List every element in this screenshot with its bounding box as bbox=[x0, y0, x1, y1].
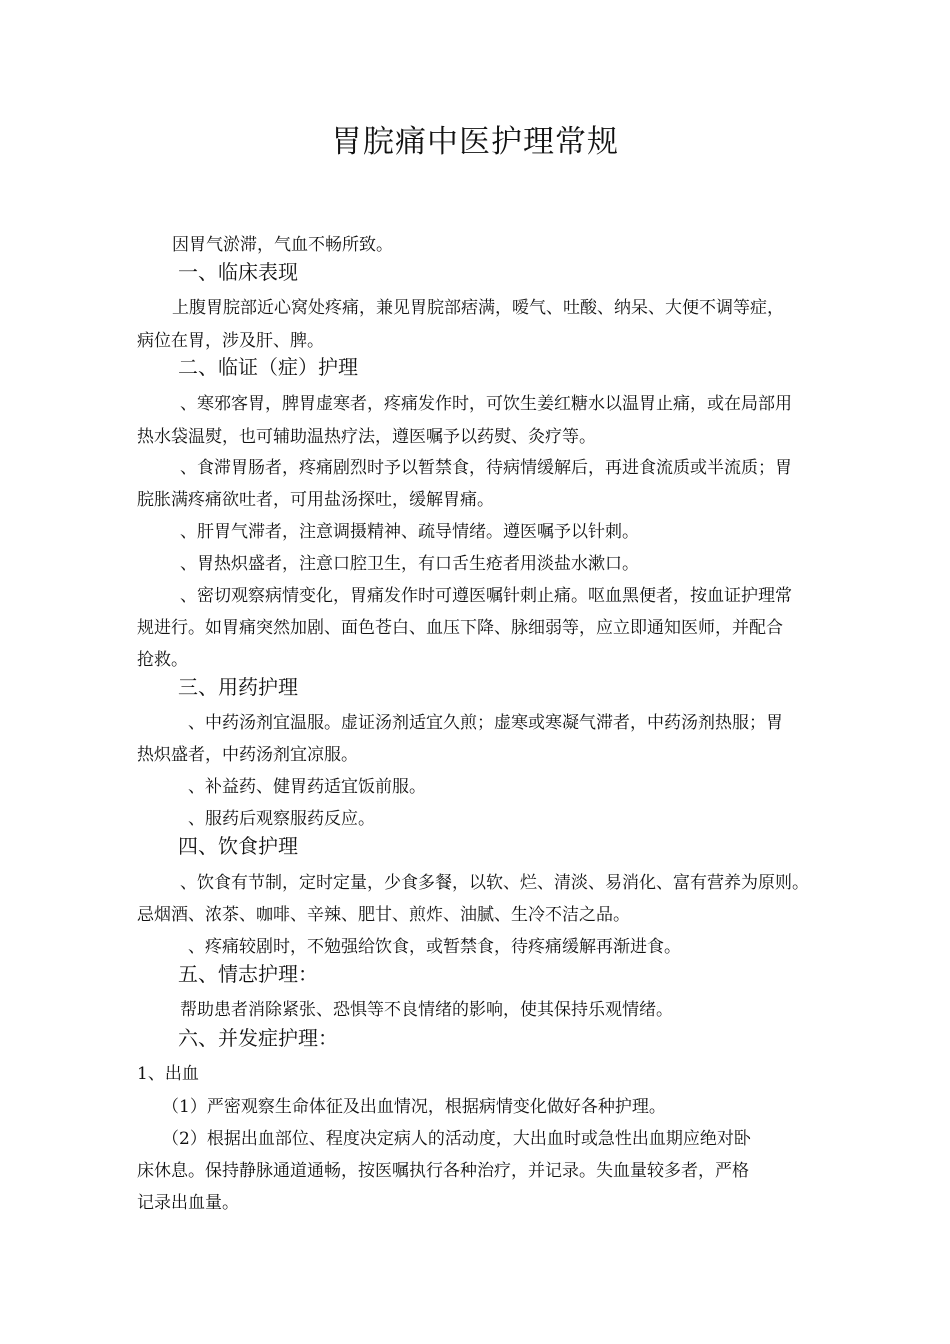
list-item-line: （2）根据出血部位、程度决定病人的活动度，大出血时或急性出血期应绝对卧 bbox=[162, 1129, 751, 1149]
list-item-line: 、补益药、健胃药适宜饭前服。 bbox=[188, 777, 426, 797]
list-item-line: 、中药汤剂宜温服。虚证汤剂适宜久煎；虚寒或寒凝气滞者，中药汤剂热服；胃 bbox=[188, 713, 783, 733]
list-item-line: 床休息。保持静脉通道通畅，按医嘱执行各种治疗，并记录。失血量较多者，严格 bbox=[137, 1161, 749, 1181]
document-title: 胃脘痛中医护理常规 bbox=[331, 124, 619, 160]
list-item-line: 记录出血量。 bbox=[137, 1193, 239, 1213]
list-item-line: （1）严密观察生命体征及出血情况，根据病情变化做好各种护理。 bbox=[162, 1097, 666, 1117]
list-item-line: 、肝胃气滞者，注意调摄精神、疏导情绪。遵医嘱予以针刺。 bbox=[180, 522, 639, 542]
list-item-line: 、服药后观察服药反应。 bbox=[188, 809, 375, 829]
list-item-line: 、疼痛较剧时，不勉强给饮食，或暂禁食，待疼痛缓解再渐进食。 bbox=[188, 937, 681, 957]
section-heading-clinical: 一、临床表现 bbox=[178, 260, 298, 284]
list-item-line: 、食滞胃肠者，疼痛剧烈时予以暂禁食，待病情缓解后，再进食流质或半流质；胃 bbox=[180, 458, 792, 478]
list-item-line: 、胃热炽盛者，注意口腔卫生，有口舌生疮者用淡盐水漱口。 bbox=[180, 554, 639, 574]
list-item-line: 脘胀满疼痛欲吐者，可用盐汤探吐，缓解胃痛。 bbox=[137, 490, 494, 510]
list-item-line: 忌烟酒、浓茶、咖啡、辛辣、肥甘、煎炸、油腻、生冷不洁之品。 bbox=[137, 905, 630, 925]
list-item-line: 、寒邪客胃，脾胃虚寒者，疼痛发作时，可饮生姜红糖水以温胃止痛，或在局部用 bbox=[180, 394, 792, 414]
section-heading-symptom-care: 二、临证（症）护理 bbox=[178, 355, 358, 379]
section-heading-medication: 三、用药护理 bbox=[178, 675, 298, 699]
list-item-line: 热炽盛者，中药汤剂宜凉服。 bbox=[137, 745, 358, 765]
list-item-line: 、饮食有节制，定时定量，少食多餐，以软、烂、清淡、易消化、富有营养为原则。 bbox=[180, 873, 809, 893]
list-item-line: 抢救。 bbox=[137, 650, 188, 670]
section-heading-emotion: 五、情志护理： bbox=[178, 962, 318, 986]
section-heading-complications: 六、并发症护理： bbox=[178, 1026, 338, 1050]
list-item-line: 规进行。如胃痛突然加剧、面色苍白、血压下降、脉细弱等，应立即通知医师，并配合 bbox=[137, 618, 783, 638]
paragraph-line: 帮助患者消除紧张、恐惧等不良情绪的影响，使其保持乐观情绪。 bbox=[180, 1000, 673, 1020]
intro-text: 因胃气淤滞，气血不畅所致。 bbox=[172, 235, 393, 255]
list-item-line: 、密切观察病情变化，胃痛发作时可遵医嘱针刺止痛。呕血黑便者，按血证护理常 bbox=[180, 586, 792, 606]
paragraph-line: 上腹胃脘部近心窝处疼痛，兼见胃脘部痞满，嗳气、吐酸、纳呆、大便不调等症， bbox=[172, 298, 784, 318]
section-heading-diet: 四、饮食护理 bbox=[178, 834, 298, 858]
subsection-heading-bleeding: 1、出血 bbox=[137, 1064, 199, 1084]
list-item-line: 热水袋温熨，也可辅助温热疗法，遵医嘱予以药熨、灸疗等。 bbox=[137, 427, 596, 447]
paragraph-line: 病位在胃，涉及肝、脾。 bbox=[137, 331, 324, 351]
